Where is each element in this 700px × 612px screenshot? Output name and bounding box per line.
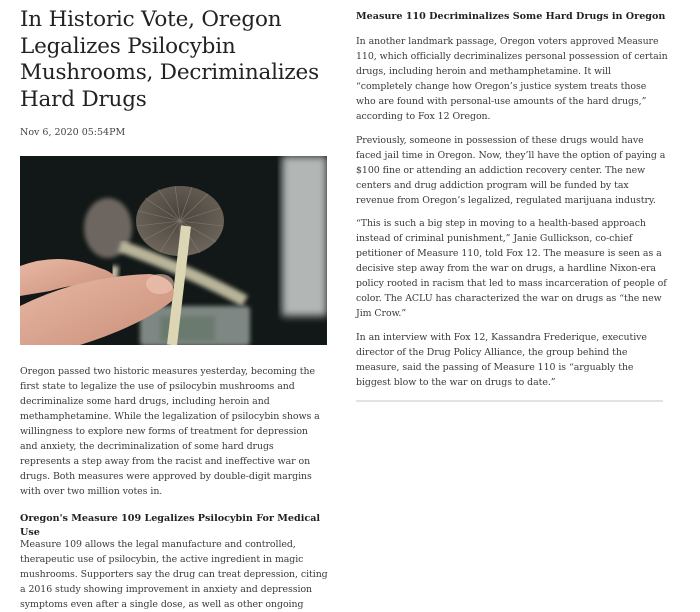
section-heading-measure-110: Measure 110 Decriminalizes Some Hard Drugs in Oregon [356,11,666,22]
section-divider [356,400,663,402]
article-date: Nov 6, 2020 05:54PM [20,127,126,138]
section-heading-measure-109: Oregon's Measure 109 Legalizes Psilocybin For Medical Use [20,513,321,538]
measure-110-paragraph-1: In another landmark passage, Oregon voters approved Measure 110, which officially decriminalizes personal possession of certain drugs, including heroin and methamphetamine. It will “completely change how Oregon’s justice system treats those who are found with personal-use amounts of the hard drugs,” according to Fox 12 Oregon. [356,36,668,122]
measure-110-paragraph-3: “This is such a big step in moving to a health-based approach instead of criminal punishment,” Janie Gullickson, co-chief petitioner of Measure 110, told Fox 12. The measure is seen as a decisive step away from the war on drugs, a hardline Nixon-era policy rooted in racism that led to mass incarceration of people of color. The ACLU has characterized the war on drugs as “the new Jim Crow.” [356,218,667,319]
measure-109-paragraph: Measure 109 allows the legal manufacture and controlled, therapeutic use of psilocybin, the active ingredient in magic mushrooms. Supporters say the drug can treat depression, citing a 2016 study showing improvement in anxiety and depression symptoms even after a single dose, as well as other ongoing [20,539,328,610]
intro-paragraph: Oregon passed two historic measures yesterday, becoming the first state to legalize the use of psilocybin mushrooms and decriminalize some hard drugs, including heroin and methamphetamine. While the legalization of psilocybin shows a willingness to explore new forms of treatment for depression and anxiety, the decriminalization of some hard drugs represents a step away from the racist and ineffective war on drugs. Both measures were approved by double-digit margins with over two million votes in. [20,366,320,497]
article-title: In Historic Vote, Oregon Legalizes Psilocybin Mushrooms, Decriminalizes Hard Drugs [20,7,319,112]
article-left-column [20,0,330,610]
mushroom-photo [20,156,327,345]
measure-110-paragraph-2: Previously, someone in possession of these drugs would have faced jail time in Oregon. Now, they’ll have the option of paying a $100 fine or attending an addiction recovery center. The new centers and drug addiction program will be funded by tax revenue from Oregon’s legalized, regulated marijuana industry. [356,135,666,206]
measure-110-paragraph-4: In an interview with Fox 12, Kassandra Frederique, executive director of the Drug Policy Alliance, the group behind the measure, said the passing of Measure 110 is “arguably the biggest blow to the war on drugs to date.” [356,332,647,388]
hero-image [20,156,327,345]
